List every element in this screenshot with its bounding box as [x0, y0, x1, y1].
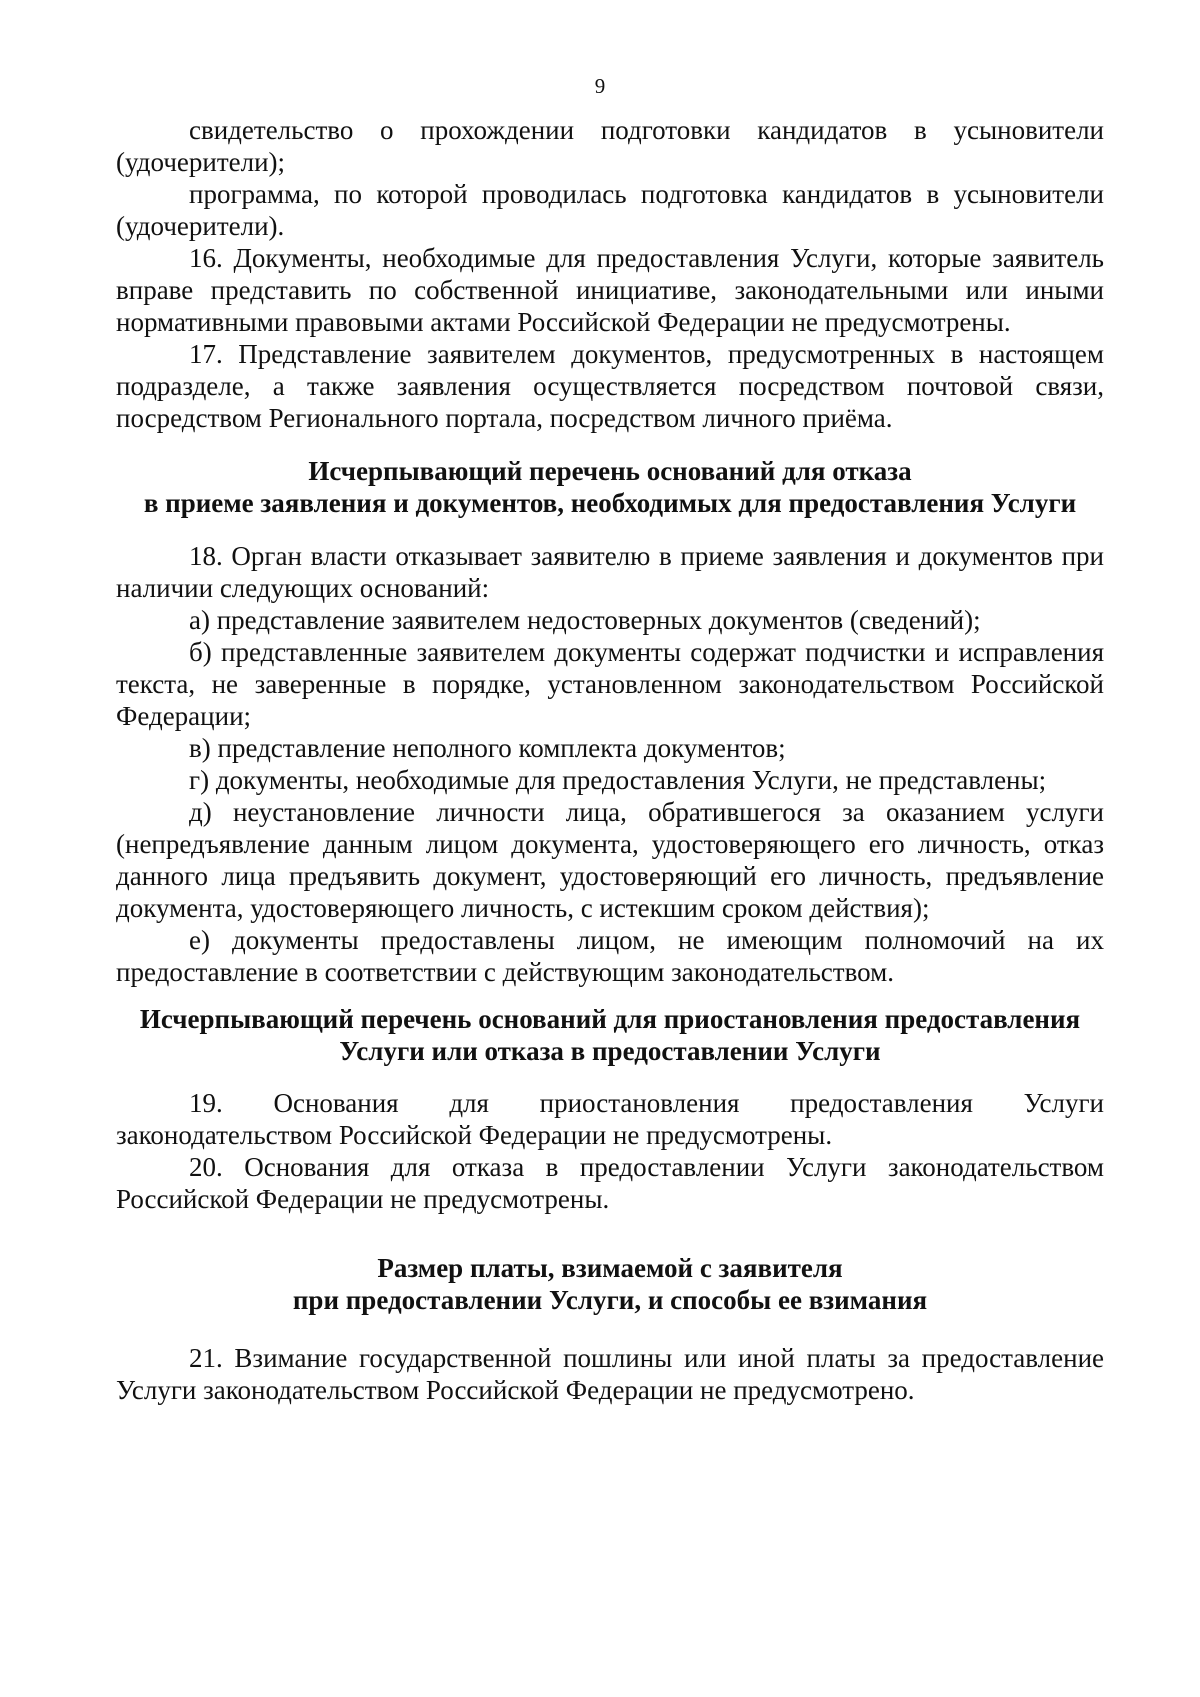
paragraph: 17. Представление заявителем документов, предусмотренных в настоящем подразделе, а также заявления осуществляется посредством почтовой связи, посредством Регионального портала, посредством личного приёма. — [116, 339, 1104, 433]
heading-line: Размер платы, взимаемой с заявителя — [377, 1253, 843, 1283]
paragraph: 19. Основания для приостановления предоставления Услуги законодательством Российской Федерации не предусмотрены. — [116, 1088, 1104, 1150]
section-heading-fee — [116, 1252, 1104, 1316]
list-item: б) представленные заявителем документы содержат подчистки и исправления текста, не заверенные в порядке, установленном законодательством Российской Федерации; — [116, 637, 1104, 731]
page-number: 9 — [594, 74, 606, 98]
section-heading-suspension — [116, 1003, 1104, 1067]
heading-line: Исчерпывающий перечень оснований для отказа — [308, 456, 912, 486]
section3-body — [116, 1342, 1104, 1406]
paragraph: свидетельство о прохождении подготовки кандидатов в усыновители (удочерители); — [116, 115, 1104, 177]
paragraph: 16. Документы, необходимые для предоставления Услуги, которые заявитель вправе представить по собственной инициативе, законодательными или иными нормативными правовыми актами Российской Федерации не предусмотрены. — [116, 243, 1104, 337]
heading-line: Исчерпывающий перечень оснований для приостановления предоставления — [139, 1004, 1081, 1034]
section-heading-refusal-acceptance — [116, 455, 1104, 519]
paragraph: 21. Взимание государственной пошлины или иной платы за предоставление Услуги законодательством Российской Федерации не предусмотрено. — [116, 1343, 1104, 1405]
heading-line: в приеме заявления и документов, необходимых для предоставления Услуги — [143, 488, 1077, 518]
list-item: г) документы, необходимые для предоставления Услуги, не представлены; — [189, 765, 1047, 795]
paragraph: программа, по которой проводилась подготовка кандидатов в усыновители (удочерители). — [116, 179, 1104, 241]
intro-block — [116, 114, 1104, 434]
heading-line: Услуги или отказа в предоставлении Услуги — [339, 1036, 881, 1066]
list-item: а) представление заявителем недостоверных документов (сведений); — [189, 605, 981, 635]
list-item: в) представление неполного комплекта документов; — [189, 733, 786, 763]
heading-line: при предоставлении Услуги, и способы ее взимания — [292, 1285, 928, 1315]
section1-body — [116, 540, 1104, 988]
paragraph: 18. Орган власти отказывает заявителю в приеме заявления и документов при наличии следующих оснований: — [116, 541, 1104, 603]
section2-body — [116, 1087, 1104, 1215]
list-item: е) документы предоставлены лицом, не имеющим полномочий на их предоставление в соответствии с действующим законодательством. — [116, 925, 1104, 987]
list-item: д) неустановление личности лица, обратившегося за оказанием услуги (непредъявление данным лицом документа, удостоверяющего его личность, отказ данного лица предъявить документ, удостоверяющий его личность, предъявление документа, удостоверяющего личность, с истекшим сроком действия); — [116, 797, 1104, 923]
paragraph: 20. Основания для отказа в предоставлении Услуги законодательством Российской Федерации не предусмотрены. — [116, 1152, 1104, 1214]
